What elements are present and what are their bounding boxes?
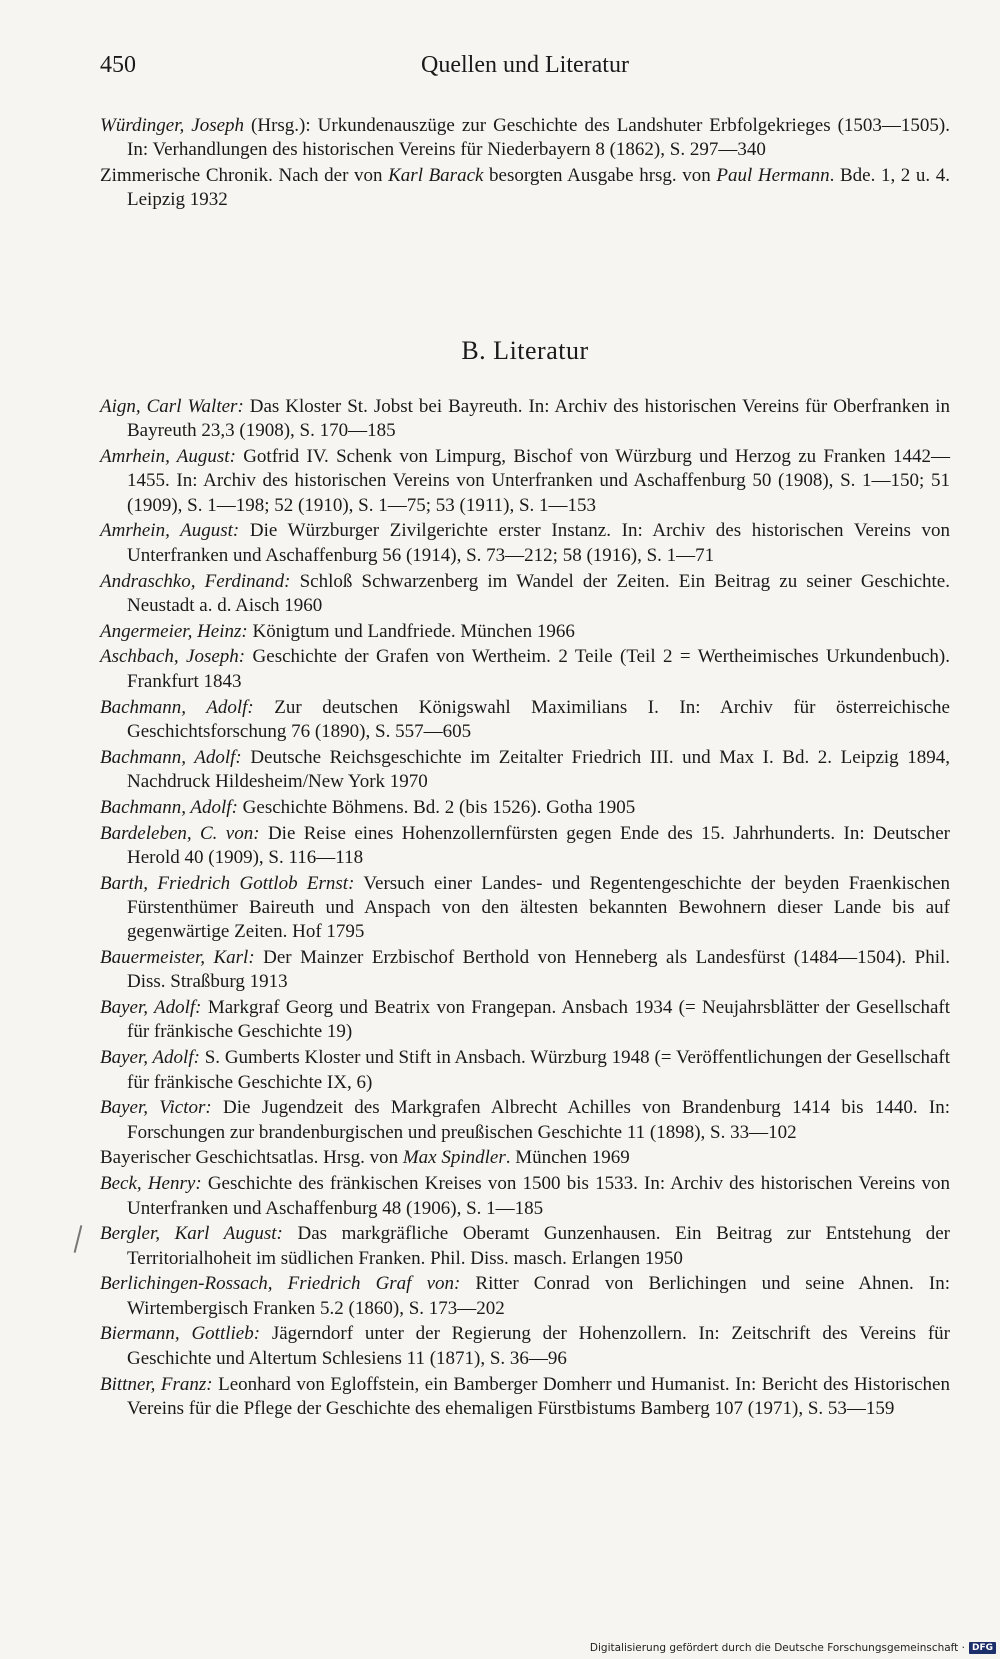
entry-author: Bauermeister, Karl:	[100, 947, 255, 969]
bibliography-entry	[100, 445, 950, 518]
scan-mark	[74, 1225, 83, 1253]
entry-text: Der Mainzer Erzbischof Berthold von Henneberg als Landesfürst (1484—1504). Phil. Diss. Straßburg 1913	[127, 947, 950, 993]
entry-editor: Karl Barack	[388, 165, 484, 187]
entry-text: Zur deutschen Königswahl Maximilians I. In: Archiv für österreichische Geschichtsforschung 76 (1890), S. 557—605	[127, 696, 950, 742]
bibliography-entry	[100, 1373, 950, 1422]
entry-author: Beck, Henry:	[100, 1173, 202, 1195]
entry-author: Amrhein, August:	[100, 446, 236, 468]
bibliography-entry	[100, 645, 950, 694]
entry-text: Ritter Conrad von Berlichingen und seine Ahnen. In: Wirtembergisch Franken 5.2 (1860), S. 173—202	[127, 1273, 950, 1319]
entry-text: Königtum und Landfriede. München 1966	[247, 620, 575, 642]
literature-list	[100, 395, 950, 1423]
bibliography-entry	[100, 114, 950, 163]
entry-text: Das Kloster St. Jobst bei Bayreuth. In: Archiv des historischen Vereins für Oberfranken in Bayreuth 23,3 (1908), S. 170—185	[127, 396, 950, 442]
entry-editor: Max Spindler	[402, 1147, 506, 1169]
entry-author: Angermeier, Heinz:	[100, 620, 248, 642]
entry-author: Biermann, Gottlieb:	[100, 1323, 261, 1345]
entry-text: Zimmerische Chronik. Nach der von	[100, 165, 389, 187]
entry-author: Bachmann, Adolf:	[100, 746, 242, 768]
entry-text: Leonhard von Egloffstein, ein Bamberger Domherr und Humanist. In: Bericht des Historischen Vereins für die Pflege der Geschichte des ehemaligen Fürstbistums Bamberg 107 (1971), S. 53—159	[127, 1373, 950, 1419]
bibliography-entry	[100, 946, 950, 995]
entry-text: besorgten Ausgabe hrsg. von	[483, 165, 717, 187]
entry-author: Andraschko, Ferdinand:	[100, 570, 291, 592]
dfg-logo: DFG	[969, 1642, 996, 1654]
page-number: 450	[100, 52, 136, 78]
bibliography-entry	[100, 822, 950, 871]
entry-text: Das markgräfliche Oberamt Gunzenhausen. Ein Beitrag zur Entstehung der Territorialhoheit im südlichen Franken. Phil. Diss. masch. Erlangen 1950	[127, 1223, 950, 1269]
page-header	[100, 52, 950, 92]
entry-author: Amrhein, August:	[100, 520, 240, 542]
entry-text: Die Jugendzeit des Markgrafen Albrecht Achilles von Brandenburg 1414 bis 1440. In: Forschungen zur brandenburgischen und preußischen Geschichte 11 (1898), S. 33—102	[127, 1097, 950, 1143]
entry-text: Markgraf Georg und Beatrix von Frangepan. Ansbach 1934 (= Neujahrsblätter der Gesellschaft für fränkische Geschichte 19)	[127, 997, 950, 1043]
bibliography-entry	[100, 164, 950, 213]
entry-author: Würdinger, Joseph	[100, 115, 245, 136]
entry-author: Bittner, Franz:	[100, 1373, 213, 1395]
entry-text: . Bde. 1, 2 u. 4. Leipzig 1932	[127, 165, 950, 211]
entry-author: Bachmann, Adolf:	[100, 696, 254, 718]
bibliography-entry	[100, 1172, 950, 1221]
entry-author: Bayer, Adolf:	[100, 997, 202, 1019]
bibliography-entry	[100, 570, 950, 619]
bibliography-entry	[100, 872, 950, 945]
entry-text: S. Gumberts Kloster und Stift in Ansbach. Würzburg 1948 (= Veröffentlichungen der Gesellschaft für fränkische Geschichte IX, 6)	[127, 1047, 950, 1093]
entry-text: Schloß Schwarzenberg im Wandel der Zeiten. Ein Beitrag zu seiner Geschichte. Neustadt a. d. Aisch 1960	[127, 570, 950, 616]
bibliography-entry	[100, 796, 950, 820]
entry-author: Barth, Friedrich Gottlob Ernst:	[100, 872, 355, 894]
entry-author: Aschbach, Joseph:	[100, 646, 246, 668]
bibliography-entry	[100, 996, 950, 1045]
bibliography-entry	[100, 696, 950, 745]
entry-text: (Hrsg.): Urkundenauszüge zur Geschichte des Landshuter Erbfolgekrieges (1503—1505). In: Verhandlungen des historischen Vereins für Niederbayern 8 (1862), S. 297—340	[127, 115, 950, 161]
bibliography-entry	[100, 1222, 950, 1271]
digitization-footer	[590, 1640, 996, 1656]
bibliography-entry	[100, 395, 950, 444]
entry-author: Bergler, Karl August:	[100, 1223, 283, 1245]
entry-text: Versuch einer Landes- und Regentengeschichte der beyden Fraenkischen Fürstenthümer Baireuth und Anspach von den ältesten bekannten Bewohnern dieser Lande bis auf gegenwärtige Zeiten. Hof 1795	[127, 872, 951, 943]
section-heading: B. Literatur	[461, 336, 589, 365]
entry-author: Bayer, Victor:	[100, 1097, 212, 1119]
entry-text: Jägerndorf unter der Regierung der Hohenzollern. In: Zeitschrift des Vereins für Geschichte und Altertum Schlesiens 11 (1871), S. 36—96	[127, 1323, 951, 1369]
entry-text: . München 1969	[505, 1147, 630, 1169]
bibliography-entry	[100, 1272, 950, 1321]
bibliography-entry	[100, 1322, 950, 1371]
entry-text: Deutsche Reichsgeschichte im Zeitalter Friedrich III. und Max I. Bd. 2. Leipzig 1894, Nachdruck Hildesheim/New York 1970	[127, 746, 950, 792]
entry-author: Bayer, Adolf:	[100, 1047, 200, 1069]
entry-text: Die Reise eines Hohenzollernfürsten gegen Ende des 15. Jahrhunderts. In: Deutscher Herold 40 (1909), S. 116—118	[127, 822, 950, 868]
entry-text: Geschichte der Grafen von Wertheim. 2 Teile (Teil 2 = Wertheimisches Urkundenbuch). Frankfurt 1843	[127, 646, 950, 692]
bibliography-entry	[100, 519, 950, 568]
entry-editor: Paul Hermann	[716, 165, 830, 187]
entry-author: Bardeleben, C. von:	[100, 822, 260, 844]
bibliography-entry	[100, 746, 950, 795]
running-title: Quellen und Literatur	[421, 52, 629, 78]
entry-text: Geschichte des fränkischen Kreises von 1500 bis 1533. In: Archiv des historischen Vereins von Unterfranken und Aschaffenburg 48 (1906), S. 1—185	[127, 1173, 950, 1219]
entry-author: Bachmann, Adolf:	[100, 796, 238, 818]
entry-text: Gotfrid IV. Schenk von Limpurg, Bischof von Würzburg und Herzog zu Franken 1442—1455. In: Archiv des historischen Vereins von Unterfranken und Aschaffenburg 50 (1908), S. 1—150; 51 (1909), S. 1—198; 52 (1910), S. 1—75; 53 (1911), S. 1—153	[127, 446, 950, 516]
sources-list-end	[100, 114, 950, 214]
bibliography-entry	[100, 620, 950, 644]
entry-text: Geschichte Böhmens. Bd. 2 (bis 1526). Gotha 1905	[237, 796, 636, 818]
entry-text: Bayerischer Geschichtsatlas. Hrsg. von	[100, 1147, 403, 1169]
entry-author: Aign, Carl Walter:	[100, 396, 244, 417]
bibliography-entry	[100, 1046, 950, 1095]
bibliography-entry	[100, 1146, 950, 1170]
footer-text: Digitalisierung gefördert durch die Deutsche Forschungsgemeinschaft ·	[589, 1642, 965, 1654]
entry-author: Berlichingen-Rossach, Friedrich Graf von:	[100, 1273, 461, 1295]
bibliography-entry	[100, 1096, 950, 1145]
entry-text: Die Würzburger Zivilgerichte erster Instanz. In: Archiv des historischen Vereins von Unterfranken und Aschaffenburg 56 (1914), S. 73—212; 58 (1916), S. 1—71	[127, 520, 950, 566]
